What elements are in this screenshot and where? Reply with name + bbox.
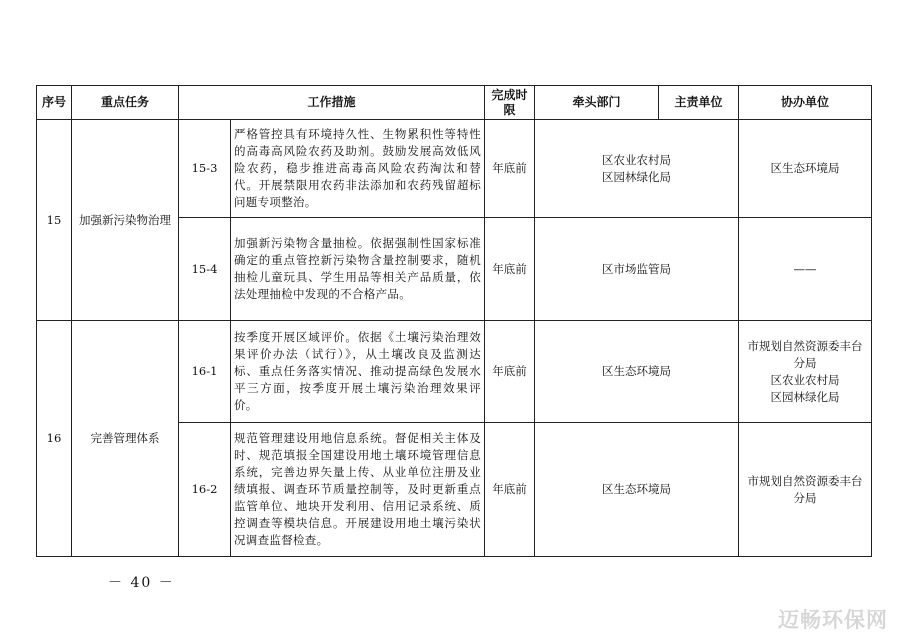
task-cell: 完善管理体系	[72, 321, 179, 557]
assist-unit: 区园林绿化局	[770, 389, 840, 404]
responsible-cell	[535, 321, 739, 423]
header-deadline: 完成时限	[485, 86, 535, 120]
deadline-cell: 年底前	[485, 321, 535, 423]
header-task: 重点任务	[72, 86, 179, 120]
assist-unit: 市规划自然资源委丰台分局	[747, 473, 863, 505]
table-row	[37, 321, 872, 423]
watermark-logo: 迈畅环保网	[778, 608, 888, 632]
table-row	[37, 120, 872, 218]
responsible-unit: 区生态环境局	[602, 482, 672, 496]
task-cell: 加强新污染物治理	[72, 120, 179, 321]
header-seq: 序号	[37, 86, 72, 120]
header-measure: 工作措施	[179, 86, 485, 120]
seq-cell: 16	[37, 321, 72, 557]
assist-unit: 市规划自然资源委丰台分局	[747, 338, 863, 370]
assist-cell	[739, 218, 872, 321]
seq-cell: 15	[37, 120, 72, 321]
deadline-cell: 年底前	[485, 218, 535, 321]
header-main: 主责单位	[659, 86, 739, 120]
assist-cell	[739, 120, 872, 218]
item-code: 16-2	[179, 423, 231, 557]
assist-unit: ——	[793, 261, 817, 276]
deadline-cell: 年底前	[485, 120, 535, 218]
item-code: 16-1	[179, 321, 231, 423]
assist-unit: 区生态环境局	[770, 161, 840, 175]
measure-cell: 按季度开展区域评价。依据《土壤污染治理效果评价办法（试行）》，从土壤改良及监测达标、重点任务落实情况、推动提高绿色发展水平三方面，按季度开展土壤污染治理效果评价。	[231, 321, 485, 423]
measure-cell: 加强新污染物含量抽检。依据强制性国家标准确定的重点管控新污染物含量控制要求，随机抽检儿童玩具、学生用品等相关产品质量，依法处理抽检中发现的不合格产品。	[231, 218, 485, 321]
responsible-cell	[535, 218, 739, 321]
assist-cell	[739, 423, 872, 557]
assist-cell	[739, 321, 872, 423]
assist-unit: 区农业农村局	[770, 372, 840, 387]
header-lead: 牵头部门	[535, 86, 659, 120]
responsible-cell	[535, 120, 739, 218]
responsible-unit: 区园林绿化局	[602, 169, 672, 184]
measure-cell: 规范管理建设用地信息系统。督促相关主体及时、规范填报全国建设用地土壤环境管理信息系统，完善边界矢量上传、从业单位注册及业绩填报、调查环节质量控制等，及时更新重点监管单位、地块开发利用、信用记录系统、质控调查等模块信息。开展建设用地土壤污染状况调查监督检查。	[231, 423, 485, 557]
item-code: 15-4	[179, 218, 231, 321]
deadline-cell: 年底前	[485, 423, 535, 557]
page-number: － 40 －	[108, 575, 175, 591]
item-code: 15-3	[179, 120, 231, 218]
responsible-cell	[535, 423, 739, 557]
task-table	[36, 85, 872, 557]
responsible-unit: 区农业农村局	[602, 152, 672, 167]
responsible-unit: 区生态环境局	[602, 364, 672, 378]
measure-cell: 严格管控具有环境持久性、生物累积性等特性的高毒高风险农药及助剂。鼓励发展高效低风险农药，稳步推进高毒高风险农药淘汰和替代。开展禁限用农药非法添加和农药残留超标问题专项整治。	[231, 120, 485, 218]
header-assist: 协办单位	[739, 86, 872, 120]
header-row	[37, 86, 872, 120]
responsible-unit: 区市场监管局	[602, 261, 672, 276]
